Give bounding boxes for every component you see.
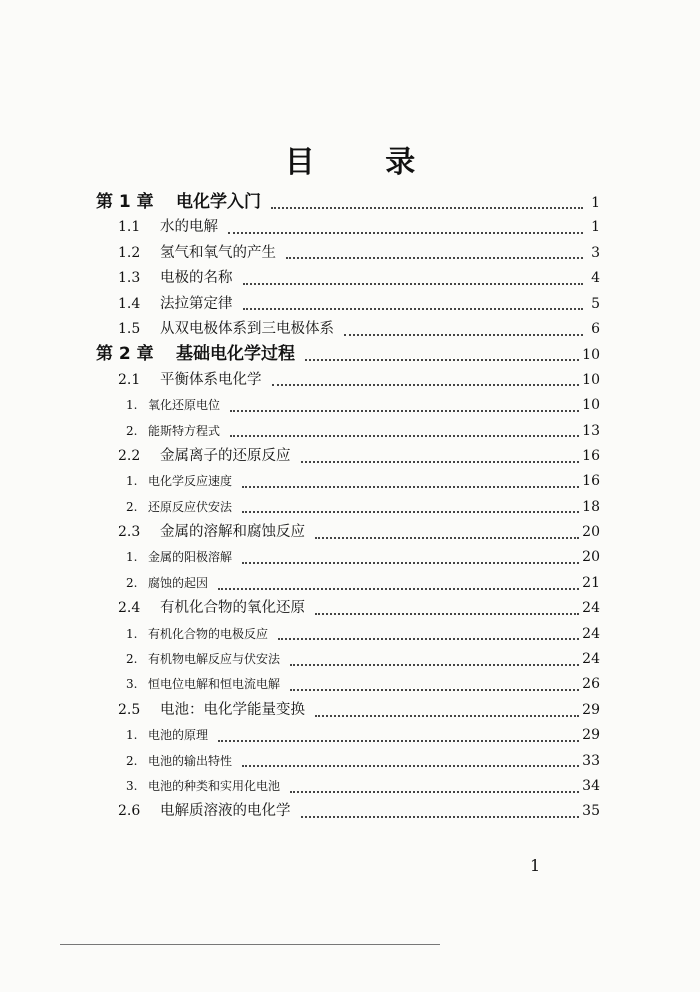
toc-entry-page: 10 — [582, 397, 600, 414]
toc-entry-title: 电池：电化学能量变换 — [160, 701, 305, 718]
toc-entry-number: 2.2 — [118, 447, 141, 464]
toc-entry-number: 2.3 — [118, 524, 141, 541]
toc-entry-section — [96, 799, 600, 824]
toc-entry-page: 10 — [582, 347, 600, 364]
toc-entry-page: 24 — [582, 651, 600, 668]
toc-dot-leader — [242, 765, 579, 767]
toc-entry-chapter — [96, 190, 600, 215]
toc-entry-sub — [96, 393, 600, 418]
toc-dot-leader — [315, 537, 579, 539]
toc-entry-section — [96, 520, 600, 545]
toc-entry-sub — [96, 469, 600, 494]
toc-entry-title: 电化学入门 — [176, 192, 261, 212]
toc-dot-leader — [301, 461, 580, 463]
toc-entry-title: 有机物电解反应与伏安法 — [148, 652, 281, 667]
toc-entry-sub — [96, 419, 600, 444]
toc-entry-page: 24 — [582, 600, 600, 617]
toc-entry-number: 1. — [126, 626, 138, 641]
toc-dot-leader — [271, 207, 583, 209]
toc-entry-section — [96, 596, 600, 621]
toc-entry-title: 金属的阳极溶解 — [148, 550, 233, 565]
toc-dot-leader — [344, 334, 583, 336]
toc-entry-number: 1.3 — [118, 270, 141, 287]
toc-entry-page: 20 — [582, 524, 600, 541]
toc-entry-page: 33 — [582, 752, 600, 769]
toc-entry-title: 有机化合物的电极反应 — [148, 626, 269, 641]
toc-entry-number: 3. — [126, 677, 138, 692]
toc-entry-number: 2.5 — [118, 701, 141, 718]
toc-entry-page: 29 — [582, 701, 600, 718]
toc-entry-sub — [96, 774, 600, 799]
toc-dot-leader — [243, 283, 584, 285]
toc-entry-sub — [96, 749, 600, 774]
table-of-contents — [96, 190, 600, 825]
toc-entry-number: 2. — [126, 652, 138, 667]
toc-entry-number: 2. — [126, 499, 138, 514]
toc-entry-page: 29 — [582, 727, 600, 744]
toc-entry-page: 6 — [591, 320, 600, 337]
toc-dot-leader — [230, 435, 579, 437]
toc-entry-number: 2. — [126, 753, 138, 768]
toc-dot-leader — [301, 816, 580, 818]
toc-entry-section — [96, 241, 600, 266]
toc-dot-leader — [272, 384, 580, 386]
toc-entry-sub — [96, 647, 600, 672]
toc-entry-number: 2.6 — [118, 803, 141, 820]
toc-entry-title: 电解质溶液的电化学 — [160, 803, 291, 820]
toc-entry-sub — [96, 622, 600, 647]
toc-entry-title: 还原反应伏安法 — [148, 499, 233, 514]
toc-dot-leader — [218, 740, 579, 742]
toc-entry-sub — [96, 723, 600, 748]
page-number: 1 — [530, 856, 541, 875]
toc-dot-leader — [290, 689, 579, 691]
toc-entry-title: 金属离子的还原反应 — [160, 447, 291, 464]
toc-entry-page: 5 — [591, 295, 600, 312]
toc-entry-page: 4 — [591, 270, 600, 287]
toc-entry-sub — [96, 672, 600, 697]
toc-dot-leader — [278, 638, 579, 640]
toc-entry-title: 腐蚀的起因 — [148, 575, 209, 590]
toc-entry-number: 1. — [126, 474, 138, 489]
toc-dot-leader — [228, 232, 583, 234]
toc-entry-section — [96, 368, 600, 393]
toc-entry-title: 氢气和氧气的产生 — [160, 244, 276, 261]
toc-entry-title: 从双电极体系到三电极体系 — [160, 320, 334, 337]
toc-entry-page: 1 — [591, 195, 600, 211]
toc-entry-number: 第 2 章 — [96, 344, 154, 365]
toc-entry-title: 电化学反应速度 — [148, 474, 233, 489]
toc-entry-section — [96, 444, 600, 469]
toc-entry-page: 16 — [582, 473, 600, 490]
toc-entry-page: 21 — [582, 574, 600, 591]
toc-entry-section — [96, 266, 600, 291]
toc-entry-page: 13 — [582, 422, 600, 439]
toc-entry-number: 1.2 — [118, 244, 141, 261]
toc-entry-title: 恒电位电解和恒电流电解 — [148, 677, 281, 692]
toc-dot-leader — [243, 308, 584, 310]
toc-dot-leader — [242, 511, 579, 513]
toc-dot-leader — [290, 664, 579, 666]
toc-entry-page: 34 — [582, 777, 600, 794]
toc-entry-sub — [96, 571, 600, 596]
toc-entry-section — [96, 292, 600, 317]
toc-entry-page: 10 — [582, 371, 600, 388]
toc-entry-number: 2.4 — [118, 600, 141, 617]
toc-entry-title: 有机化合物的氧化还原 — [160, 600, 305, 617]
toc-entry-page: 1 — [591, 219, 600, 236]
toc-entry-section — [96, 215, 600, 240]
toc-entry-page: 35 — [582, 803, 600, 820]
toc-entry-title: 电池的输出特性 — [148, 753, 233, 768]
toc-entry-chapter — [96, 342, 600, 367]
toc-dot-leader — [315, 715, 579, 717]
toc-entry-page: 24 — [582, 625, 600, 642]
toc-dot-leader — [230, 410, 579, 412]
toc-entry-title: 氧化还原电位 — [148, 398, 221, 413]
toc-entry-title: 水的电解 — [160, 219, 218, 236]
toc-entry-page: 16 — [582, 447, 600, 464]
toc-entry-number: 2.1 — [118, 371, 141, 388]
toc-dot-leader — [290, 791, 579, 793]
toc-dot-leader — [218, 588, 579, 590]
toc-entry-title: 能斯特方程式 — [148, 423, 221, 438]
toc-entry-page: 20 — [582, 549, 600, 566]
toc-entry-sub — [96, 495, 600, 520]
toc-entry-number: 2. — [126, 423, 138, 438]
toc-entry-section — [96, 317, 600, 342]
toc-entry-number: 1.4 — [118, 295, 141, 312]
toc-entry-number: 1.1 — [118, 219, 141, 236]
toc-dot-leader — [315, 613, 579, 615]
toc-entry-number: 2. — [126, 575, 138, 590]
toc-entry-section — [96, 698, 600, 723]
toc-dot-leader — [242, 486, 579, 488]
toc-entry-title: 电池的原理 — [148, 728, 209, 743]
toc-entry-sub — [96, 545, 600, 570]
toc-entry-title: 金属的溶解和腐蚀反应 — [160, 524, 305, 541]
toc-entry-title: 基础电化学过程 — [176, 344, 295, 365]
toc-entry-title: 法拉第定律 — [160, 295, 233, 312]
toc-dot-leader — [242, 562, 579, 564]
toc-entry-number: 1. — [126, 398, 138, 413]
toc-entry-number: 1.5 — [118, 320, 141, 337]
toc-dot-leader — [286, 257, 583, 259]
toc-entry-page: 3 — [591, 244, 600, 261]
toc-entry-title: 平衡体系电化学 — [160, 371, 262, 388]
toc-entry-title: 电池的种类和实用化电池 — [148, 778, 281, 793]
toc-entry-page: 26 — [582, 676, 600, 693]
scan-edge-line — [60, 944, 440, 945]
toc-entry-number: 1. — [126, 728, 138, 743]
toc-entry-number: 第 1 章 — [96, 192, 154, 212]
toc-entry-number: 1. — [126, 550, 138, 565]
toc-dot-leader — [305, 359, 579, 361]
page-title: 目 录 — [284, 145, 446, 180]
toc-entry-title: 电极的名称 — [160, 270, 233, 287]
toc-entry-page: 18 — [582, 498, 600, 515]
toc-entry-number: 3. — [126, 778, 138, 793]
